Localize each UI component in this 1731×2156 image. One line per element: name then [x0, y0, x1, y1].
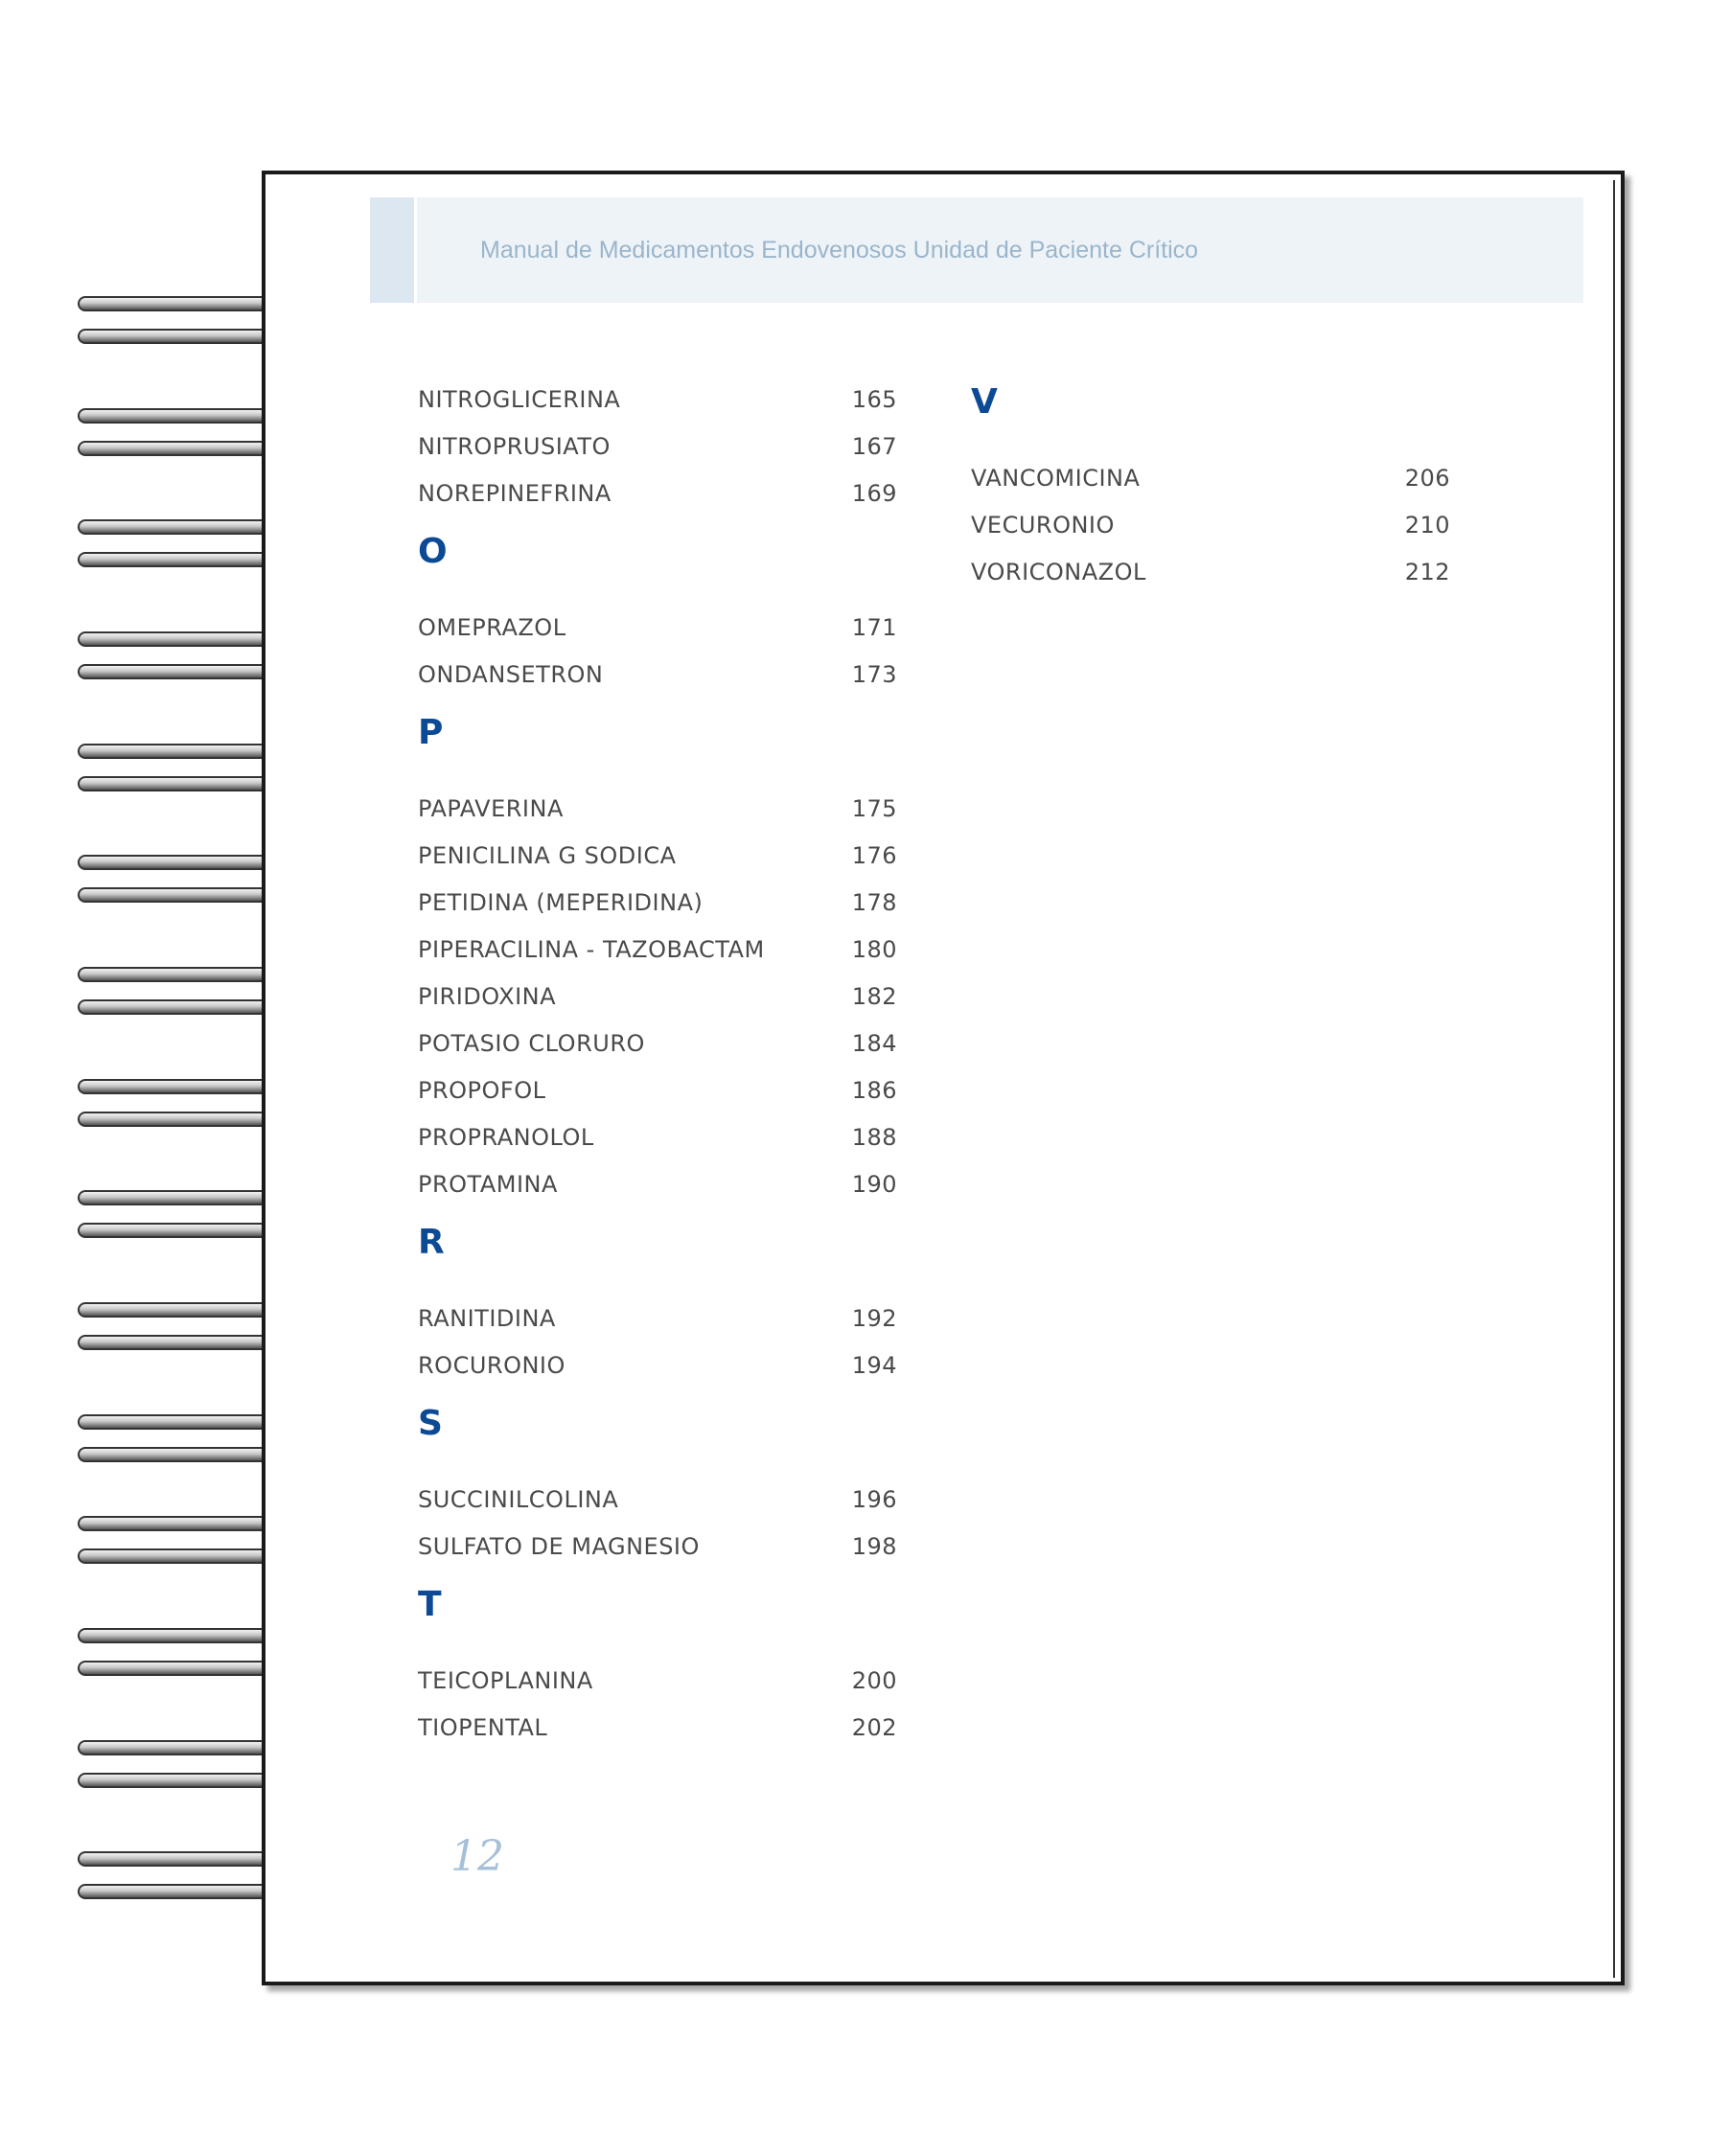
index-entry	[418, 1114, 897, 1161]
entry-name: VANCOMICINA	[971, 465, 1141, 492]
entry-page: 212	[1404, 559, 1450, 585]
entry-page: 167	[851, 433, 897, 460]
index-entry	[418, 880, 897, 927]
header-title: Manual de Medicamentos Endovenosos Unidad de Paciente Crítico	[480, 237, 1199, 264]
index-entry	[418, 1477, 897, 1524]
entry-name: ONDANSETRON	[418, 661, 604, 688]
entry-page: 171	[851, 614, 897, 641]
index-entry	[418, 1067, 897, 1114]
index-right-column	[971, 368, 1450, 596]
entry-page: 198	[851, 1533, 897, 1560]
index-entry	[418, 1021, 897, 1067]
entry-name: POTASIO CLORURO	[418, 1030, 645, 1057]
section-letter: S	[418, 1404, 443, 1443]
entry-name: SULFATO DE MAGNESIO	[418, 1533, 700, 1560]
entry-name: NOREPINEFRINA	[418, 480, 612, 507]
index-entry	[418, 605, 897, 652]
entry-page: 175	[851, 795, 897, 822]
entry-page: 178	[851, 889, 897, 916]
index-entry	[418, 927, 897, 974]
entry-page: 192	[851, 1305, 897, 1332]
section-letter: V	[971, 382, 998, 422]
index-entry	[418, 1658, 897, 1705]
section-letter: P	[418, 713, 444, 752]
index-entry	[971, 549, 1450, 596]
index-entry	[971, 502, 1450, 549]
index-entry	[418, 833, 897, 880]
entry-name: PAPAVERINA	[418, 795, 564, 822]
entry-page: 169	[851, 480, 897, 507]
entry-name: RANITIDINA	[418, 1305, 556, 1332]
entry-page: 196	[851, 1486, 897, 1513]
index-entry	[971, 455, 1450, 502]
entry-page: 165	[851, 386, 897, 413]
entry-name: PROTAMINA	[418, 1171, 558, 1198]
index-entry	[418, 1342, 897, 1389]
index-entry	[418, 1161, 897, 1208]
page-edge	[1613, 180, 1615, 1978]
entry-name: OMEPRAZOL	[418, 614, 566, 641]
entry-page: 182	[851, 983, 897, 1010]
section-letter: O	[418, 532, 448, 571]
index-entry	[418, 974, 897, 1021]
entry-page: 202	[851, 1714, 897, 1741]
index-entry	[418, 470, 897, 517]
entry-name: VORICONAZOL	[971, 559, 1146, 585]
index-entry	[418, 424, 897, 470]
section-letter: R	[418, 1223, 445, 1262]
entry-page: 184	[851, 1030, 897, 1057]
entry-page: 190	[851, 1171, 897, 1198]
entry-name: SUCCINILCOLINA	[418, 1486, 619, 1513]
page-number: 12	[450, 1832, 504, 1881]
entry-name: ROCURONIO	[418, 1352, 565, 1379]
index-entry	[418, 1524, 897, 1571]
entry-name: PROPOFOL	[418, 1077, 546, 1104]
entry-name: TIOPENTAL	[418, 1714, 548, 1741]
section-letter: T	[418, 1585, 442, 1624]
entry-page: 206	[1404, 465, 1450, 492]
entry-page: 188	[851, 1124, 897, 1151]
entry-name: NITROPRUSIATO	[418, 433, 611, 460]
index-entry	[418, 377, 897, 424]
index-entry	[418, 652, 897, 699]
index-left-column	[418, 377, 897, 1752]
entry-page: 200	[851, 1667, 897, 1694]
index-entry	[418, 1296, 897, 1342]
entry-name: PIPERACILINA - TAZOBACTAM	[418, 936, 765, 963]
entry-name: PENICILINA G SODICA	[418, 842, 677, 869]
index-entry	[418, 786, 897, 833]
entry-page: 210	[1404, 512, 1450, 539]
entry-name: NITROGLICERINA	[418, 386, 621, 413]
entry-name: TEICOPLANINA	[418, 1667, 593, 1694]
entry-name: VECURONIO	[971, 512, 1115, 539]
entry-page: 194	[851, 1352, 897, 1379]
header-tab	[370, 197, 417, 303]
entry-page: 173	[851, 661, 897, 688]
entry-page: 186	[851, 1077, 897, 1104]
entry-page: 180	[851, 936, 897, 963]
entry-page: 176	[851, 842, 897, 869]
entry-name: PETIDINA (MEPERIDINA)	[418, 889, 704, 916]
entry-name: PIRIDOXINA	[418, 983, 557, 1010]
entry-name: PROPRANOLOL	[418, 1124, 594, 1151]
index-entry	[418, 1705, 897, 1752]
